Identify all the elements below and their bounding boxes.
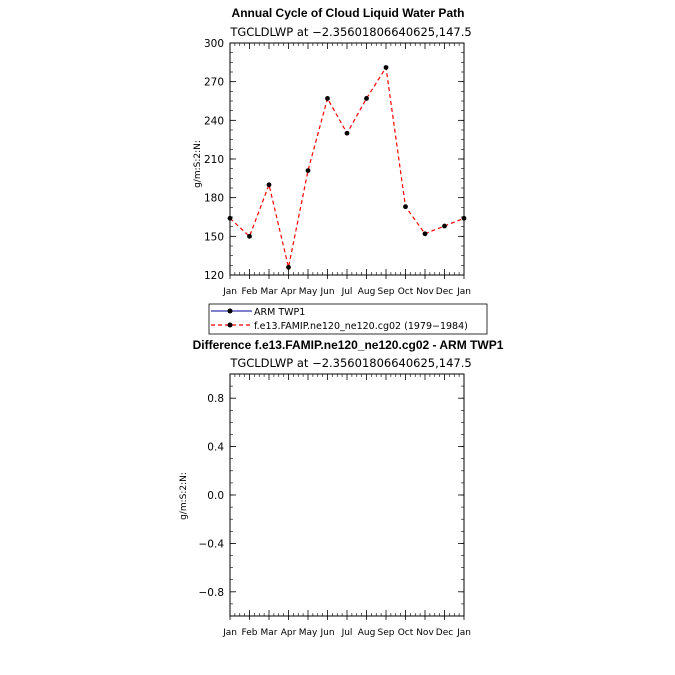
bottom-chart-title: Difference f.e13.FAMIP.ne120_ne120.cg02 - ARM TWP1 — [192, 338, 504, 352]
series-line — [230, 67, 464, 267]
top-chart-subtitle: TGCLDLWP at −2.35601806640625,147.5 — [230, 25, 472, 39]
y-tick-label: 0.0 — [207, 490, 224, 502]
data-point — [442, 224, 447, 229]
top-x-tick-labels — [222, 287, 471, 297]
x-tick-label: Sep — [377, 287, 395, 297]
x-tick-label: Jun — [320, 628, 335, 638]
data-point — [364, 96, 369, 101]
data-point — [384, 65, 389, 70]
y-tick-label: 150 — [203, 231, 224, 244]
x-tick-label: Oct — [397, 287, 414, 297]
bottom-plot-frame — [230, 374, 464, 616]
data-point — [228, 216, 233, 221]
data-point — [286, 265, 291, 270]
data-point — [462, 216, 467, 221]
x-tick-label: May — [298, 287, 318, 297]
y-tick-label: 300 — [203, 38, 224, 50]
x-tick-label: Nov — [416, 287, 434, 297]
chart-legend — [209, 304, 487, 334]
y-tick-label: 180 — [203, 192, 224, 205]
y-tick-label: 270 — [203, 76, 224, 89]
data-point — [423, 231, 428, 236]
bottom-chart-subtitle: TGCLDLWP at −2.35601806640625,147.5 — [230, 356, 472, 370]
x-tick-label: Dec — [435, 287, 454, 297]
data-point — [267, 182, 272, 187]
x-tick-label: Dec — [435, 628, 454, 638]
top-plot-frame — [230, 43, 464, 275]
x-tick-label: Jan — [223, 287, 237, 297]
data-point — [403, 204, 408, 209]
x-tick-label: Jul — [341, 287, 353, 297]
y-tick-label: 120 — [203, 270, 224, 282]
y-tick-label: 240 — [203, 115, 224, 128]
x-tick-label: Apr — [280, 287, 297, 297]
top-axis-ticks — [230, 43, 464, 279]
x-tick-label: Jul — [341, 628, 353, 638]
x-tick-label: Jun — [320, 287, 335, 297]
data-point — [325, 96, 330, 101]
bottom-x-tick-labels — [222, 628, 471, 638]
bottom-axis-ticks — [230, 374, 464, 620]
top-chart-ylabel: g/m:S:2:N: — [193, 140, 203, 188]
x-tick-label: Aug — [357, 287, 376, 297]
x-tick-label: Aug — [357, 628, 376, 638]
bottom-chart-ylabel: g/m:S:2:N: — [179, 472, 189, 520]
legend-label-model: f.e13.FAMIP.ne120_ne120.cg02 (1979−1984) — [254, 321, 468, 332]
x-tick-label: Mar — [260, 287, 278, 297]
x-tick-label: Oct — [397, 628, 414, 638]
x-tick-label: May — [298, 628, 318, 638]
top-chart-title: Annual Cycle of Cloud Liquid Water Path — [231, 6, 465, 20]
legend-label-arm: ARM TWP1 — [254, 307, 306, 318]
y-tick-label: −0.4 — [198, 538, 224, 551]
x-tick-label: Feb — [241, 287, 258, 297]
x-tick-label: Jan — [457, 628, 471, 638]
data-point — [345, 131, 350, 136]
annual-cycle-chart — [193, 6, 472, 297]
legend-marker-arm — [228, 309, 233, 314]
bottom-y-tick-labels — [199, 393, 225, 599]
y-tick-label: −0.8 — [198, 586, 224, 599]
x-tick-label: Apr — [280, 628, 297, 638]
x-tick-label: Jan — [457, 287, 471, 297]
x-tick-label: Feb — [241, 628, 258, 638]
y-tick-label: 0.4 — [207, 441, 224, 454]
top-y-tick-labels — [204, 38, 224, 282]
x-tick-label: Sep — [377, 628, 395, 638]
top-series-group — [228, 65, 467, 270]
legend-marker-model — [228, 323, 233, 328]
x-tick-label: Mar — [260, 628, 278, 638]
x-tick-label: Jan — [223, 628, 237, 638]
data-point — [247, 234, 252, 239]
y-tick-label: 210 — [203, 154, 224, 166]
y-tick-label: 0.8 — [207, 393, 224, 406]
data-point — [306, 168, 311, 173]
difference-chart — [179, 338, 504, 638]
x-tick-label: Nov — [416, 628, 434, 638]
